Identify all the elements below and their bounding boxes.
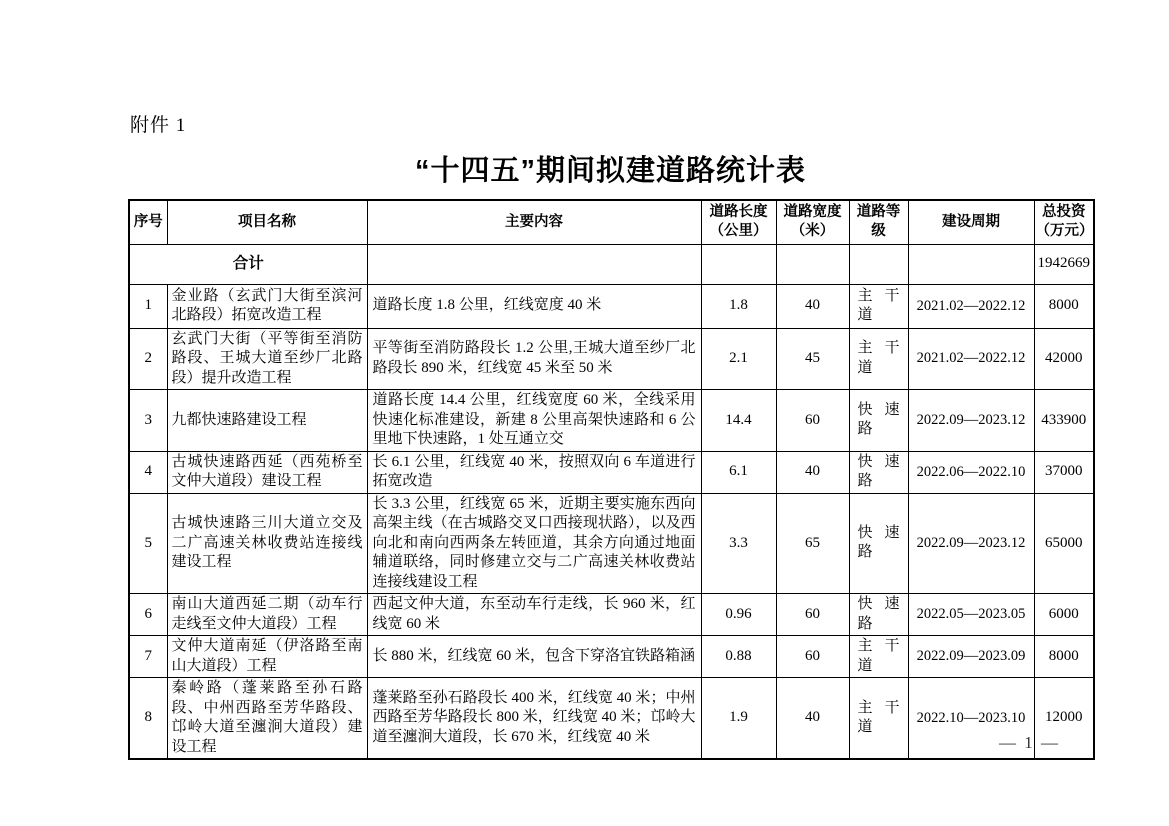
cell-road-width: 40 <box>776 284 849 328</box>
cell-construction-period: 2021.02—2022.12 <box>908 328 1034 390</box>
col-header-project-name: 项目名称 <box>167 200 367 244</box>
cell-construction-period: 2022.05—2023.05 <box>908 594 1034 636</box>
cell-total-investment: 8000 <box>1034 636 1094 678</box>
summary-empty-period <box>908 244 1034 284</box>
col-header-road-width: 道路宽度（米） <box>776 200 849 244</box>
col-header-road-grade: 道路等级 <box>849 200 908 244</box>
cell-road-grade: 快速路 <box>849 390 908 452</box>
cell-road-width: 60 <box>776 594 849 636</box>
table-row <box>129 594 1094 636</box>
summary-empty-content <box>367 244 701 284</box>
cell-total-investment: 8000 <box>1034 284 1094 328</box>
summary-row <box>129 244 1094 284</box>
cell-main-content: 平等街至消防路段长 1.2 公里,王城大道至纱厂北路段长 890 米，红线宽 45 米至 50 米 <box>367 328 701 390</box>
cell-serial: 5 <box>129 493 167 594</box>
cell-road-length: 14.4 <box>701 390 776 452</box>
cell-total-investment: 12000 <box>1034 678 1094 760</box>
cell-main-content: 长 880 米，红线宽 60 米，包含下穿洛宜铁路箱涵 <box>367 636 701 678</box>
summary-label: 合计 <box>129 244 367 284</box>
col-header-main-content: 主要内容 <box>367 200 701 244</box>
cell-road-length: 0.88 <box>701 636 776 678</box>
cell-road-width: 60 <box>776 390 849 452</box>
cell-road-grade: 主干道 <box>849 328 908 390</box>
cell-road-grade: 快速路 <box>849 493 908 594</box>
cell-road-length: 0.96 <box>701 594 776 636</box>
cell-project-name: 古城快速路西延（西苑桥至文仲大道段）建设工程 <box>167 451 367 493</box>
cell-road-width: 40 <box>776 678 849 760</box>
cell-road-grade: 主干道 <box>849 284 908 328</box>
col-header-serial: 序号 <box>129 200 167 244</box>
summary-empty-width <box>776 244 849 284</box>
cell-serial: 4 <box>129 451 167 493</box>
cell-road-length: 1.8 <box>701 284 776 328</box>
cell-road-grade: 主干道 <box>849 636 908 678</box>
table-row <box>129 284 1094 328</box>
cell-main-content: 道路长度 14.4 公里，红线宽度 60 米，全线采用快速化标准建设，新建 8 公里高架快速路和 6 公里地下快速路，1 处互通立交 <box>367 390 701 452</box>
cell-road-width: 60 <box>776 636 849 678</box>
cell-project-name: 秦岭路（蓬莱路至孙石路段、中州西路至芳华路段、邙岭大道至瀍涧大道段）建设工程 <box>167 678 367 760</box>
cell-construction-period: 2022.10—2023.10 <box>908 678 1034 760</box>
summary-empty-length <box>701 244 776 284</box>
cell-road-length: 1.9 <box>701 678 776 760</box>
cell-road-width: 45 <box>776 328 849 390</box>
cell-road-grade: 快速路 <box>849 594 908 636</box>
cell-serial: 6 <box>129 594 167 636</box>
cell-main-content: 长 3.3 公里，红线宽 65 米，近期主要实施东西向高架主线（在古城路交叉口西接现状路），以及西向北和南向西两条左转匝道，其余方向通过地面辅道联络，同时修建立交与二广高速关林收费站连接线建设工程 <box>367 493 701 594</box>
cell-main-content: 西起文仲大道，东至动车行走线，长 960 米，红线宽 60 米 <box>367 594 701 636</box>
summary-total-investment: 1942669 <box>1034 244 1094 284</box>
cell-total-investment: 6000 <box>1034 594 1094 636</box>
cell-project-name: 古城快速路三川大道立交及二广高速关林收费站连接线建设工程 <box>167 493 367 594</box>
col-header-construction-period: 建设周期 <box>908 200 1034 244</box>
table-row <box>129 390 1094 452</box>
cell-main-content: 道路长度 1.8 公里，红线宽度 40 米 <box>367 284 701 328</box>
table-row <box>129 328 1094 390</box>
cell-project-name: 玄武门大街（平等街至消防路段、王城大道至纱厂北路段）提升改造工程 <box>167 328 367 390</box>
cell-road-grade: 快速路 <box>849 451 908 493</box>
cell-construction-period: 2022.09—2023.12 <box>908 493 1034 594</box>
cell-total-investment: 37000 <box>1034 451 1094 493</box>
summary-empty-grade <box>849 244 908 284</box>
cell-project-name: 金业路（玄武门大街至滨河北路段）拓宽改造工程 <box>167 284 367 328</box>
road-projects-table <box>128 199 1095 760</box>
cell-road-width: 40 <box>776 451 849 493</box>
cell-serial: 3 <box>129 390 167 452</box>
cell-construction-period: 2022.09—2023.12 <box>908 390 1034 452</box>
cell-road-length: 6.1 <box>701 451 776 493</box>
cell-road-grade: 主干道 <box>849 678 908 760</box>
cell-construction-period: 2022.09—2023.09 <box>908 636 1034 678</box>
cell-road-length: 3.3 <box>701 493 776 594</box>
cell-project-name: 南山大道西延二期（动车行走线至文仲大道段）工程 <box>167 594 367 636</box>
table-row <box>129 636 1094 678</box>
table-row <box>129 451 1094 493</box>
cell-serial: 1 <box>129 284 167 328</box>
cell-serial: 7 <box>129 636 167 678</box>
cell-serial: 8 <box>129 678 167 760</box>
cell-total-investment: 433900 <box>1034 390 1094 452</box>
col-header-total-investment: 总投资（万元） <box>1034 200 1094 244</box>
cell-main-content: 长 6.1 公里，红线宽 40 米，按照双向 6 车道进行拓宽改造 <box>367 451 701 493</box>
page-number: — 1 — <box>999 733 1060 752</box>
page-title: “十四五”期间拟建道路统计表 <box>414 155 806 187</box>
cell-serial: 2 <box>129 328 167 390</box>
cell-project-name: 九都快速路建设工程 <box>167 390 367 452</box>
table-header-row <box>129 200 1094 244</box>
cell-road-width: 65 <box>776 493 849 594</box>
table-row <box>129 493 1094 594</box>
cell-construction-period: 2022.06—2022.10 <box>908 451 1034 493</box>
cell-main-content: 蓬莱路至孙石路段长 400 米，红线宽 40 米；中州西路至芳华路段长 800 米，红线宽 40 米；邙岭大道至瀍涧大道段，长 670 米，红线宽 40 米 <box>367 678 701 760</box>
attachment-label: 附件 1 <box>130 115 187 136</box>
cell-total-investment: 65000 <box>1034 493 1094 594</box>
cell-road-length: 2.1 <box>701 328 776 390</box>
col-header-road-length: 道路长度（公里） <box>701 200 776 244</box>
cell-project-name: 文仲大道南延（伊洛路至南山大道段）工程 <box>167 636 367 678</box>
cell-construction-period: 2021.02—2022.12 <box>908 284 1034 328</box>
cell-total-investment: 42000 <box>1034 328 1094 390</box>
